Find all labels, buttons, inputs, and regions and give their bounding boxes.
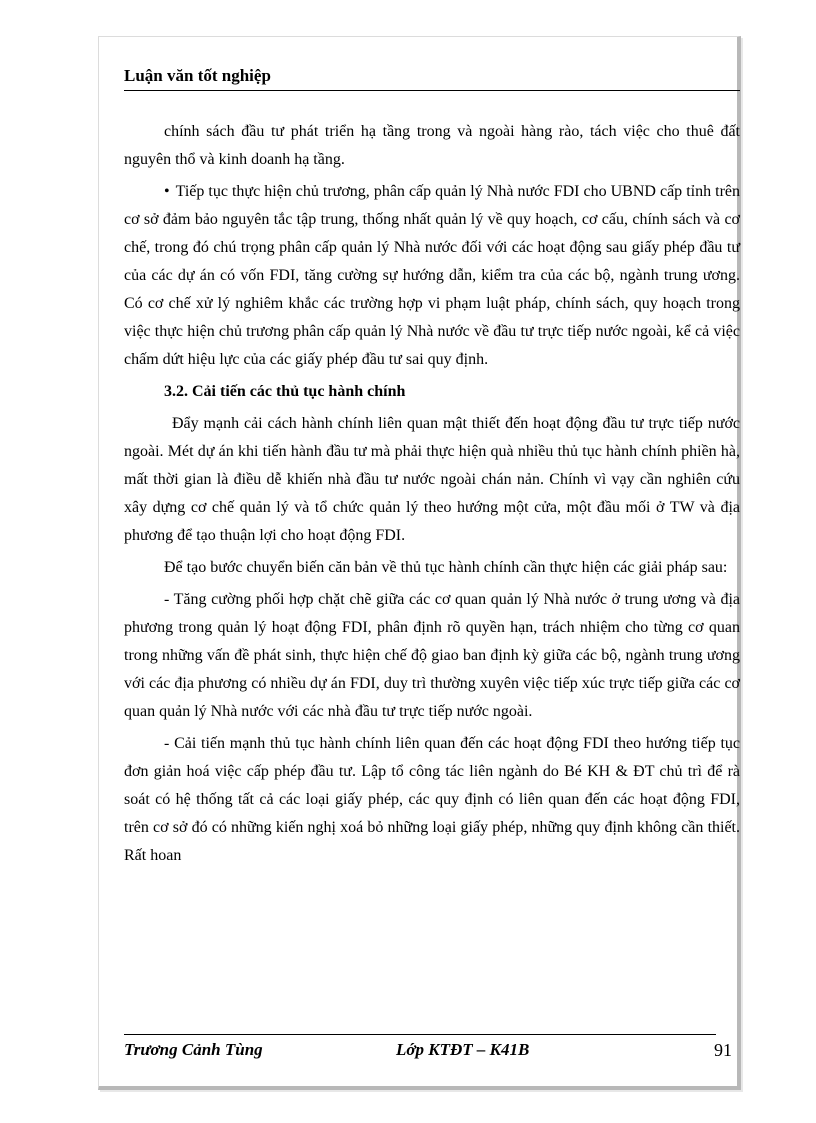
paragraph-continuation — [124, 118, 740, 174]
section-heading — [124, 378, 740, 406]
footer-divider — [124, 1034, 716, 1035]
footer-class: Lớp KTĐT – K41B — [396, 1040, 530, 1059]
paragraph-bullet — [124, 178, 740, 374]
paragraph-dash-item — [124, 730, 740, 870]
paragraph-dash-item — [124, 586, 740, 726]
section-heading-text: 3.2. Cải tiến các thủ tục hành chính — [164, 383, 406, 400]
paragraph-text: chính sách đầu tư phát triển hạ tầng trong và ngoài hàng rào, tách việc cho thuê đất nguyên thổ và kinh doanh hạ tầng. — [124, 123, 740, 168]
paragraph — [124, 410, 740, 550]
paragraph-text: - Cải tiến mạnh thủ tục hành chính liên quan đến các hoạt động FDI theo hướng tiếp tục đơn giản hoá việc cấp phép đầu tư. Lập tổ công tác liên ngành do Bé KH & ĐT chủ trì để rà soát có hệ thống tất cả các loại giấy phép, các quy định có liên quan đến các hoạt động FDI, trên cơ sở đó có những kiến nghị xoá bỏ những loại giấy phép, những quy định không cần thiết. Rất hoan — [124, 735, 740, 864]
page-number: 91 — [714, 1040, 732, 1060]
paragraph — [124, 554, 740, 582]
page-header — [124, 64, 740, 91]
bullet-icon: • — [164, 183, 170, 200]
paragraph-text: - Tăng cường phối hợp chặt chẽ giữa các cơ quan quản lý Nhà nước ở trung ương và địa phương trong quản lý hoạt động FDI, phân định rõ quyền hạn, trách nhiệm cho từng cơ quan trong những vấn đề phát sinh, thực hiện chế độ giao ban định kỳ giữa các bộ, ngành trung ương với các địa phương có nhiều dự án FDI, duy trì thường xuyên việc tiếp xúc trực tiếp giữa các cơ quan quản lý Nhà nước với các nhà đầu tư trực tiếp nước ngoài. — [124, 591, 740, 720]
paragraph-text: Tiếp tục thực hiện chủ trương, phân cấp quản lý Nhà nước FDI cho UBND cấp tỉnh trên cơ sở đảm bảo nguyên tắc tập trung, thống nhất quản lý về quy hoạch, cơ cấu, chính sách và cơ chế, trong đó chú trọng phân cấp quản lý Nhà nước đối với các hoạt động sau giấy phép đầu tư của các dự án có vốn FDI, tăng cường sự hướng dẫn, kiểm tra của các bộ, ngành trung ương. Có cơ chế xử lý nghiêm khắc các trường hợp vi phạm luật pháp, chính sách, quy hoạch trong việc thực hiện chủ trương phân cấp quản lý Nhà nước về đầu tư trực tiếp nước ngoài, kể cả việc chấm dứt hiệu lực của các giấy phép đầu tư sai quy định. — [124, 183, 740, 368]
page-footer — [124, 1040, 740, 1064]
paragraph-text: Để tạo bước chuyển biến căn bản về thủ tục hành chính cần thực hiện các giải pháp sau: — [164, 559, 728, 576]
footer-author: Trương Cảnh Tùng — [124, 1040, 263, 1059]
header-title: Luận văn tốt nghiệp — [124, 66, 271, 85]
document-body — [124, 118, 740, 874]
paragraph-text: Đẩy mạnh cải cách hành chính liên quan mật thiết đến hoạt động đầu tư trực tiếp nước ngoài. Mét dự án khi tiến hành đầu tư mà phải thực hiện quà nhiều thủ tục hành chính phiền hà, mất thời gian là điều dễ khiến nhà đầu tư nước ngoài chán nản. Chính vì vạy cần nghiên cứu xây dựng cơ chế quản lý và tổ chức quản lý theo hướng một cửa, một đầu mối ở TW và địa phương để tạo thuận lợi cho hoạt động FDI. — [124, 415, 740, 544]
